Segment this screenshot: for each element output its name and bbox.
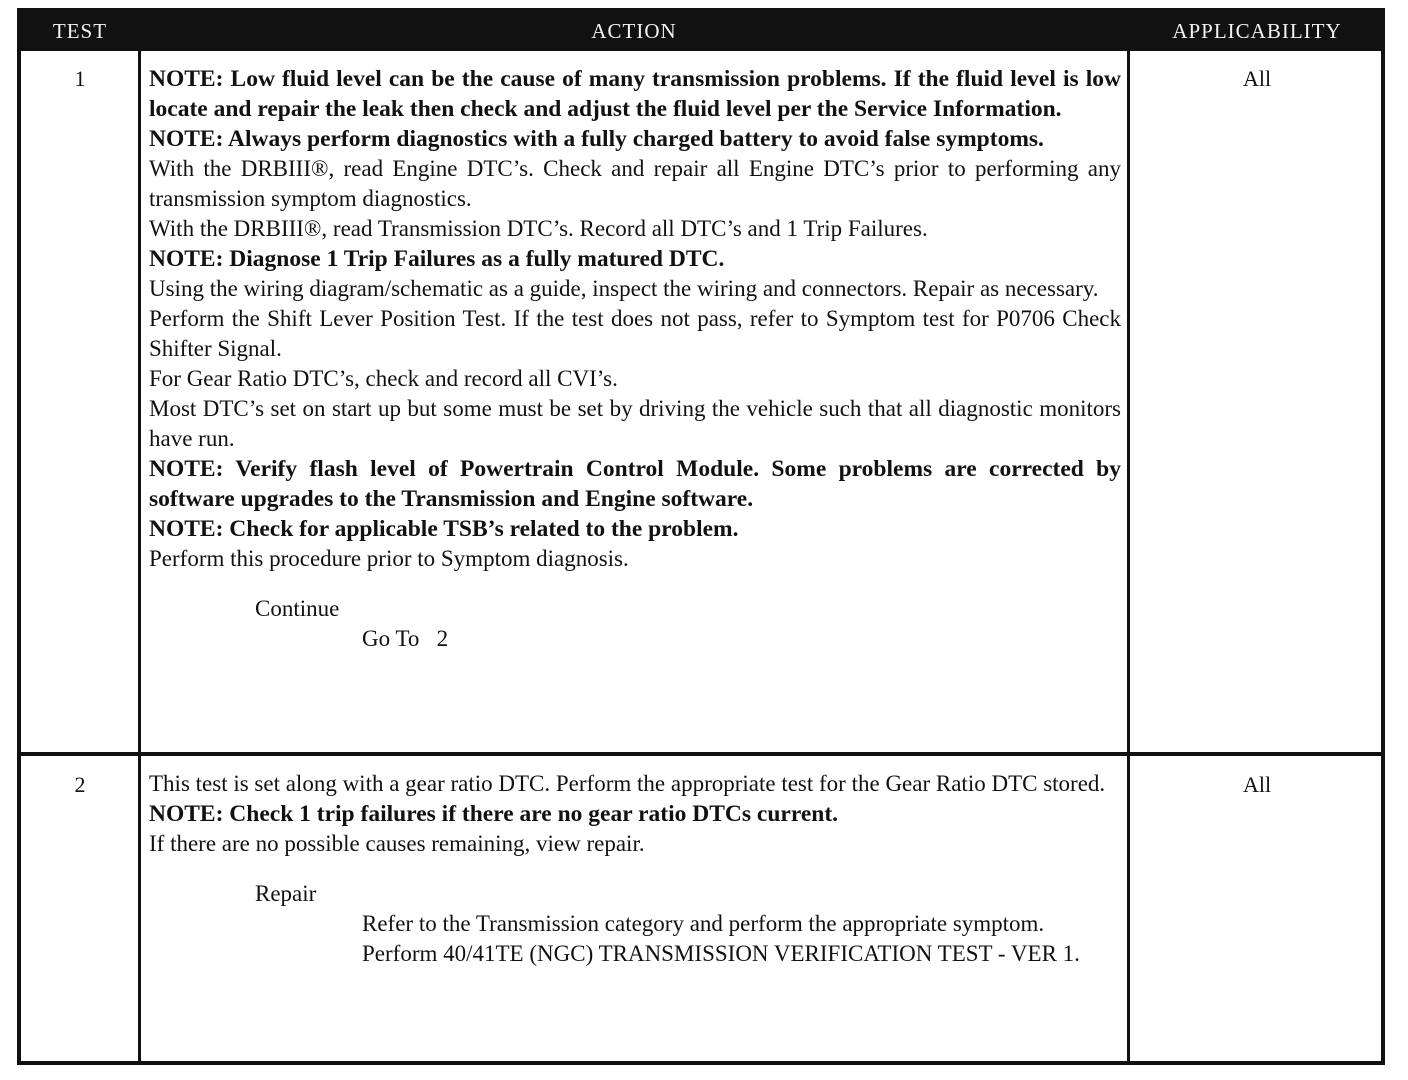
test-number-2: 2 [74,772,86,797]
instruction-line: With the DRBIII®, read Engine DTC’s. Check and repair all Engine DTC’s prior to performing any transmission symptom diagnostics. [149,156,1121,211]
header-applicability: APPLICABILITY [1172,19,1342,43]
note-line: NOTE: Verify flash level of Powertrain Control Module. Some problems are corrected by software upgrades to the Transmission and Engine software. [149,456,1121,512]
action-cell-1 [149,64,1121,654]
instruction-line: With the DRBIII®, read Transmission DTC’s. Record all DTC’s and 1 Trip Failures. [149,216,928,241]
applicability-2: All [1242,772,1272,797]
outcome-label-continue: Continue [255,596,340,621]
outcome-label-repair: Repair [255,881,317,906]
note-line: NOTE: Check for applicable TSB’s related to the problem. [149,516,739,542]
instruction-line: Using the wiring diagram/schematic as a guide, inspect the wiring and connectors. Repair as necessary. [149,276,1099,301]
instruction-line: Perform the Shift Lever Position Test. If the test does not pass, refer to Symptom test for P0706 Check Shifter Signal. [149,306,1121,361]
note-line: NOTE: Low fluid level can be the cause of many transmission problems. If the fluid level is low locate and repair the leak then check and adjust the fluid level per the Service Information. [149,66,1121,122]
note-line: NOTE: Diagnose 1 Trip Failures as a fully matured DTC. [149,246,725,272]
test-number-1: 1 [74,66,86,91]
instruction-line: For Gear Ratio DTC’s, check and record all CVI’s. [149,366,618,391]
note-line: NOTE: Check 1 trip failures if there are no gear ratio DTCs current. [149,801,839,827]
row-divider [21,752,1381,756]
instruction-line: Most DTC’s set on start up but some must be set by driving the vehicle such that all diagnostic monitors have run. [149,396,1121,451]
instruction-line: Perform this procedure prior to Symptom diagnosis. [149,546,629,571]
column-divider-applicability [1127,51,1130,1061]
note-line: NOTE: Always perform diagnostics with a fully charged battery to avoid false symptoms. [149,126,1044,152]
column-divider-test [138,51,141,1061]
instruction-line: If there are no possible causes remaining, view repair. [149,831,645,856]
instruction-line: This test is set along with a gear ratio DTC. Perform the appropriate test for the Gear Ratio DTC stored. [149,771,1106,796]
table-header [21,12,1381,51]
diagnostic-table [17,8,1385,1065]
repair-detail: Refer to the Transmission category and perform the appropriate symptom. [362,911,1045,936]
header-action: ACTION [591,19,677,43]
repair-detail: Perform 40/41TE (NGC) TRANSMISSION VERIFICATION TEST - VER 1. [362,941,1080,966]
header-test: TEST [52,19,108,43]
applicability-1: All [1242,66,1272,91]
goto-link[interactable]: Go To 2 [362,626,449,651]
action-cell-2 [149,769,1121,969]
